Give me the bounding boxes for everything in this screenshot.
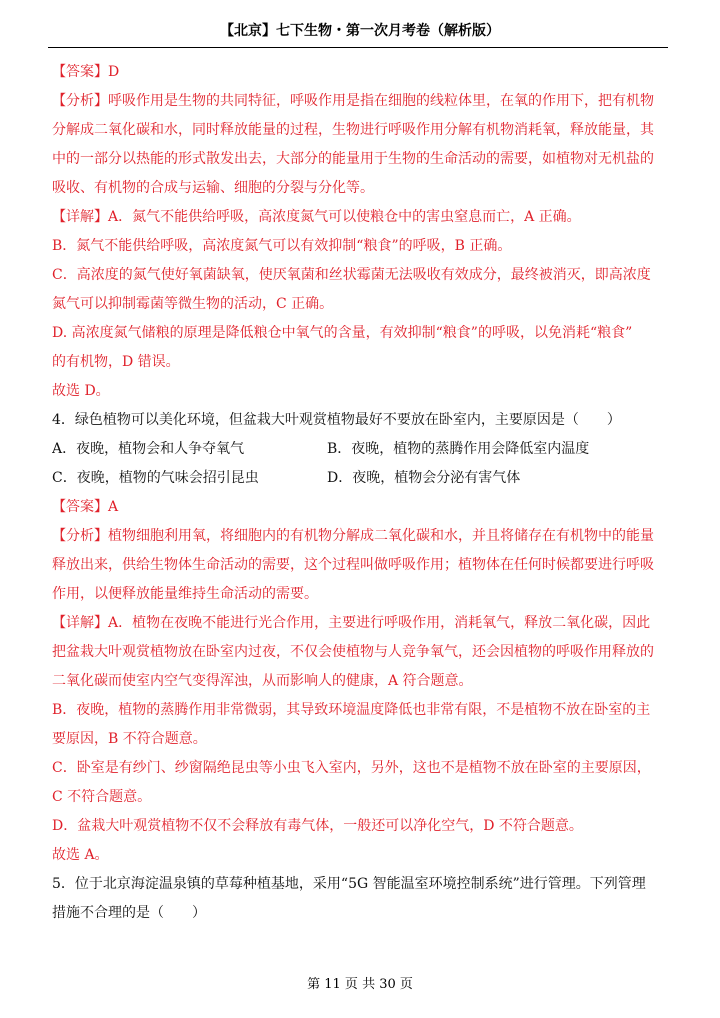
q4-answer: 【答案】A [52, 499, 119, 515]
q3-analysis-line: 吸收、有机物的合成与运输、细胞的分裂与分化等。 [52, 180, 374, 196]
q4-detail-line: 二氧化碳而使室内空气变得浑浊，从而影响人的健康，A 符合题意。 [52, 673, 473, 689]
q3-analysis-line: 中的一部分以热能的形式散发出去，大部分的能量用于生物的生命活动的需要，如植物对无机盐的 [52, 151, 654, 167]
q4-analysis-line: 释放出来，供给生物体生命活动的需要，这个过程叫做呼吸作用；植物体在任何时候都要进行呼吸 [52, 557, 654, 573]
q4-option-a: A．夜晚，植物会和人争夺氧气 [52, 441, 245, 457]
q5-stem-line: 5．位于北京海淀温泉镇的草莓种植基地，采用“5G 智能温室环境控制系统”进行管理。下列管理 [52, 876, 646, 892]
q4-detail-line: 把盆栽大叶观赏植物放在卧室内过夜，不仅会使植物与人竞争氧气，还会因植物的呼吸作用释放的 [52, 644, 654, 660]
q4-option-c: C．夜晚，植物的气味会招引昆虫 [52, 470, 259, 486]
q4-option-d: D．夜晚，植物会分泌有害气体 [327, 470, 521, 486]
q4-analysis-line: 【分析】植物细胞利用氧，将细胞内的有机物分解成二氧化碳和水，并且将储存在有机物中的能量 [52, 528, 654, 544]
q3-detail-line: C．高浓度的氮气使好氧菌缺氧，使厌氧菌和丝状霉菌无法吸收有效成分，最终被消灭，即高浓度 [52, 267, 651, 283]
q3-conclusion: 故选 D。 [52, 383, 110, 399]
q3-analysis-line: 【分析】呼吸作用是生物的共同特征，呼吸作用是指在细胞的线粒体里，在氧的作用下，把有机物 [52, 93, 654, 109]
q3-detail-line: B．氮气不能供给呼吸，高浓度氮气可以有效抑制“粮食”的呼吸，B 正确。 [52, 238, 512, 254]
q3-detail-line: 氮气可以抑制霉菌等微生物的活动，C 正确。 [52, 296, 334, 312]
q4-detail-line: C．卧室是有纱门、纱窗隔绝昆虫等小虫飞入室内，另外，这也不是植物不放在卧室的主要原因， [52, 760, 651, 776]
q4-detail-line: D．盆栽大叶观赏植物不仅不会释放有毒气体，一般还可以净化空气，D 不符合题意。 [52, 818, 583, 834]
q4-options-row-2 [52, 464, 668, 493]
q4-option-b: B．夜晚，植物的蒸腾作用会降低室内温度 [327, 441, 590, 457]
q4-detail-line: 【详解】A．植物在夜晚不能进行光合作用，主要进行呼吸作用，消耗氧气，释放二氧化碳，因此 [52, 615, 651, 631]
q3-detail-line: 【详解】A．氮气不能供给呼吸，高浓度氮气可以使粮仓中的害虫窒息而亡，A 正确。 [52, 209, 581, 225]
page-content [52, 58, 668, 928]
q3-detail-line: D. 高浓度氮气储粮的原理是降低粮仓中氧气的含量，有效抑制“粮食”的呼吸，以免消耗“粮食” [52, 325, 633, 341]
q3-answer: 【答案】D [52, 64, 120, 80]
q3-analysis-line: 分解成二氧化碳和水，同时释放能量的过程，生物进行呼吸作用分解有机物消耗氧，释放能量，其 [52, 122, 654, 138]
q4-conclusion: 故选 A。 [52, 847, 109, 863]
q4-options-row-1 [52, 435, 668, 464]
header-divider [48, 47, 668, 48]
q4-stem: 4．绿色植物可以美化环境，但盆栽大叶观赏植物最好不要放在卧室内，主要原因是（ ） [52, 412, 621, 428]
q4-analysis-line: 作用，以便释放能量维持生命活动的需要。 [52, 586, 318, 602]
q3-detail-line: 的有机物，D 错误。 [52, 354, 180, 370]
page-number: 第 11 页 共 30 页 [307, 977, 413, 992]
q4-detail-line: 要原因，B 不符合题意。 [52, 731, 207, 747]
q4-detail-line: C 不符合题意。 [52, 789, 152, 805]
page-header-title: 【北京】七下生物・第一次月考卷（解析版） [220, 23, 500, 39]
q5-stem-line: 措施不合理的是（ ） [52, 905, 206, 921]
q4-detail-line: B．夜晚，植物的蒸腾作用非常微弱，其导致环境温度降低也非常有限，不是植物不放在卧室的主 [52, 702, 651, 718]
